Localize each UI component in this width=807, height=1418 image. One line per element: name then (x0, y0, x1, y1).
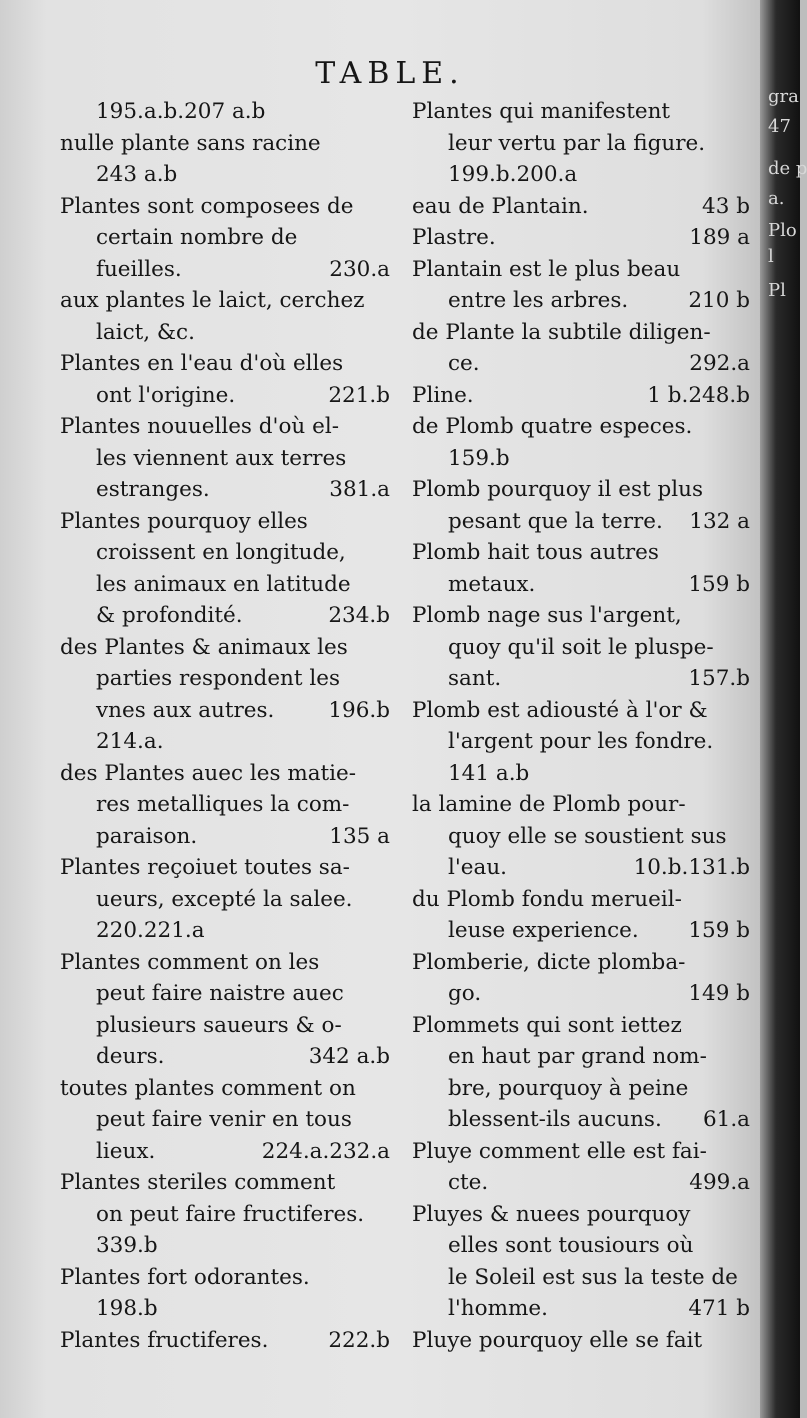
entry-text-line: plusieurs saueurs & o- (96, 1012, 342, 1038)
entry-text-line: & profondité. 234.b (60, 600, 390, 632)
page-reference: 499.a (689, 1170, 750, 1195)
entry-text-line: Plommets qui sont iettez (412, 1012, 682, 1038)
entry-text-line: Plantain est le plus beau (412, 256, 681, 282)
entry-text-line: Pluyes & nuees pourquoy (412, 1201, 691, 1227)
entry-text-line: elles sont tousiours où (448, 1233, 694, 1258)
entry-text-line: certain nombre de (96, 225, 298, 250)
entry-text-line: Plomberie, dicte plomba- (412, 949, 686, 975)
index-entry (60, 191, 390, 286)
entry-text-line: peut faire venir en tous (96, 1107, 352, 1132)
entry-text-line: estranges. 381.a (60, 474, 390, 506)
index-entry (412, 884, 750, 947)
index-entry (60, 159, 390, 191)
entry-text-line: metaux. 159 b (412, 569, 750, 601)
index-entry (412, 758, 750, 790)
index-entry (60, 1167, 390, 1230)
adjacent-page-fragment: Pl (768, 280, 786, 301)
entry-text-line: 243 a.b (96, 162, 178, 187)
page-reference: 234.b (328, 603, 390, 628)
entry-text-line: le Soleil est sus la teste de (448, 1264, 738, 1290)
page-reference: 157.b (688, 666, 750, 691)
entry-text-line: croissent en longitude, (96, 540, 346, 565)
adjacent-page-edge (760, 0, 807, 1418)
entry-text-line: les viennent aux terres (96, 445, 347, 471)
index-entry (60, 947, 390, 1073)
index-entry (412, 317, 750, 380)
index-entry (412, 191, 750, 223)
page-reference: 221.b (328, 382, 390, 408)
page-reference: 159 b (688, 918, 750, 943)
entry-text-line: Plomb pourquoy il est plus (412, 477, 703, 502)
entry-text-line: l'homme. 471 b (412, 1293, 750, 1325)
entry-text-line: Pline. 1 b.248.b (412, 380, 750, 412)
index-entry (412, 600, 750, 695)
page-reference: 135 a (329, 823, 390, 849)
page-reference: 471 b (688, 1296, 750, 1321)
entry-text-line: ont l'origine. 221.b (60, 380, 390, 412)
page-reference: 196.b (328, 697, 390, 723)
entry-text-line: 339.b (96, 1233, 158, 1258)
page-reference: 159 b (688, 571, 750, 597)
index-entry (60, 506, 390, 632)
index-entry (60, 726, 390, 758)
page-reference: 342 a.b (308, 1044, 390, 1069)
index-entry (412, 96, 750, 159)
page-reference: 210 b (688, 288, 750, 313)
entry-text-line: Plantes reçoiuet toutes sa- (60, 855, 350, 880)
index-entry (60, 915, 390, 947)
entry-text-line: quoy elle se soustient sus (448, 823, 727, 849)
entry-text-line: les animaux en latitude (96, 571, 351, 597)
page-header: TABLE. (315, 56, 465, 91)
page-reference: 230.a (329, 256, 390, 282)
entry-text-line: leur vertu par la figure. (448, 130, 706, 156)
entry-text-line: du Plomb fondu merueil- (412, 886, 682, 912)
index-entry (412, 411, 750, 443)
index-entry (60, 1325, 390, 1357)
entry-text-line: Plantes fructiferes. 222.b (60, 1325, 390, 1357)
entry-text-line: nulle plante sans racine (60, 130, 321, 156)
index-entry (60, 128, 390, 160)
entry-text-line: leuse experience. 159 b (412, 915, 750, 947)
entry-text-line: 159.b (448, 445, 510, 471)
entry-text-line: de Plomb quatre especes. (412, 414, 693, 439)
entry-text-line: de Plante la subtile diligen- (412, 319, 711, 345)
entry-text-line: 220.221.a (96, 918, 205, 943)
index-entry (412, 789, 750, 884)
index-entry (60, 1230, 390, 1262)
page-reference: 222.b (328, 1327, 390, 1353)
page-reference: 189 a (689, 225, 750, 250)
page-reference: 292.a (689, 351, 750, 376)
index-column-right (412, 96, 750, 1356)
index-entry (412, 1010, 750, 1136)
entry-text-line: Plantes steriles comment (60, 1170, 336, 1195)
index-entry (60, 758, 390, 853)
index-entry (412, 1199, 750, 1325)
entry-text-line: laict, &c. (96, 319, 195, 345)
entry-text-line: fueilles. 230.a (60, 254, 390, 286)
entry-text-line: Plastre. 189 a (412, 222, 750, 254)
entry-text-line: toutes plantes comment on (60, 1075, 356, 1101)
index-entry (60, 632, 390, 727)
entry-text-line: ueurs, excepté la salee. (96, 886, 353, 912)
page-reference: 43 b (702, 193, 750, 219)
entry-text-line: en haut par grand nom- (448, 1044, 707, 1069)
entry-text-line: entre les arbres. 210 b (412, 285, 750, 317)
index-entry (60, 96, 390, 128)
entry-text-line: peut faire naistre auec (96, 981, 344, 1006)
page-reference: 132 a (689, 508, 750, 534)
entry-text-line: sant. 157.b (412, 663, 750, 695)
entry-text-line: Plantes sont composees de (60, 193, 354, 219)
entry-text-line: Plomb hait tous autres (412, 540, 659, 565)
index-entry (412, 947, 750, 1010)
entry-text-line: Plomb nage sus l'argent, (412, 603, 682, 628)
index-entry (412, 1325, 750, 1357)
index-entry (60, 411, 390, 506)
page-reference: 61.a (702, 1107, 750, 1132)
entry-text-line: la lamine de Plomb pour- (412, 792, 686, 817)
entry-text-line: 141 a.b (448, 760, 530, 786)
entry-text-line: 198.b (96, 1296, 158, 1321)
adjacent-page-fragment: a. (768, 188, 785, 209)
page-reference: 149 b (688, 981, 750, 1006)
entry-text-line: Plantes fort odorantes. (60, 1264, 310, 1290)
page-reference: 1 b.248.b (647, 382, 750, 408)
entry-text-line: 214.a. (96, 729, 164, 754)
adjacent-page-fragment: de p (768, 158, 807, 179)
index-column-left (60, 96, 390, 1356)
adjacent-page-fragment: Plo (768, 220, 797, 241)
entry-text-line: deurs. 342 a.b (60, 1041, 390, 1073)
entry-text-line: res metalliques la com- (96, 792, 350, 817)
entry-text-line: aux plantes le laict, cerchez (60, 288, 365, 313)
index-entry (412, 537, 750, 600)
index-entry (412, 443, 750, 475)
entry-text-line: blessent-ils aucuns. 61.a (412, 1104, 750, 1136)
adjacent-page-fragment: gra (768, 86, 799, 107)
index-entry (412, 380, 750, 412)
entry-text-line: l'eau. 10.b.131.b (412, 852, 750, 884)
entry-text-line: go. 149 b (412, 978, 750, 1010)
index-entry (60, 852, 390, 915)
index-entry (412, 159, 750, 191)
entry-text-line: Pluye comment elle est fai- (412, 1138, 707, 1164)
entry-text-line: Plomb est adiousté à l'or & (412, 697, 708, 723)
entry-text-line: ce. 292.a (412, 348, 750, 380)
entry-text-line: paraison. 135 a (60, 821, 390, 853)
entry-text-line: quoy qu'il soit le pluspe- (448, 634, 714, 660)
entry-text-line: Plantes pourquoy elles (60, 508, 308, 534)
entry-text-line: Plantes nouuelles d'où el- (60, 414, 339, 439)
entry-text-line: vnes aux autres. 196.b (60, 695, 390, 727)
entry-text-line: Pluye pourquoy elle se fait (412, 1327, 703, 1353)
entry-text-line: eau de Plantain. 43 b (412, 191, 750, 223)
page-reference: 381.a (329, 477, 390, 502)
entry-text-line: l'argent pour les fondre. (448, 729, 714, 754)
index-entry (60, 348, 390, 411)
index-entry (412, 695, 750, 758)
adjacent-page-fragment: l (768, 246, 774, 267)
entry-text-line: cte. 499.a (412, 1167, 750, 1199)
entry-text-line: des Plantes & animaux les (60, 634, 348, 660)
index-entry (60, 1293, 390, 1325)
entry-text-line: pesant que la terre. 132 a (412, 506, 750, 538)
index-entry (60, 285, 390, 348)
entry-text-line: Plantes comment on les (60, 949, 320, 975)
entry-text-line: 199.b.200.a (448, 162, 578, 187)
index-entry (412, 254, 750, 317)
index-entry (412, 474, 750, 537)
index-entry (60, 1262, 390, 1294)
entry-text-line: Plantes qui manifestent (412, 99, 671, 124)
entry-text-line: des Plantes auec les matie- (60, 760, 357, 786)
index-entry (412, 1136, 750, 1199)
entry-text-line: on peut faire fructiferes. (96, 1201, 365, 1227)
page-reference: 10.b.131.b (633, 855, 750, 880)
entry-text-line: 195.a.b.207 a.b (96, 99, 266, 124)
index-entry (412, 222, 750, 254)
adjacent-page-fragment: 47 (768, 116, 791, 137)
entry-text-line: Plantes en l'eau d'où elles (60, 351, 344, 376)
entry-text-line: bre, pourquoy à peine (448, 1075, 689, 1101)
page-reference: 224.a.232.a (261, 1138, 390, 1164)
entry-text-line: parties respondent les (96, 666, 340, 691)
index-entry (60, 1073, 390, 1168)
entry-text-line: lieux. 224.a.232.a (60, 1136, 390, 1168)
